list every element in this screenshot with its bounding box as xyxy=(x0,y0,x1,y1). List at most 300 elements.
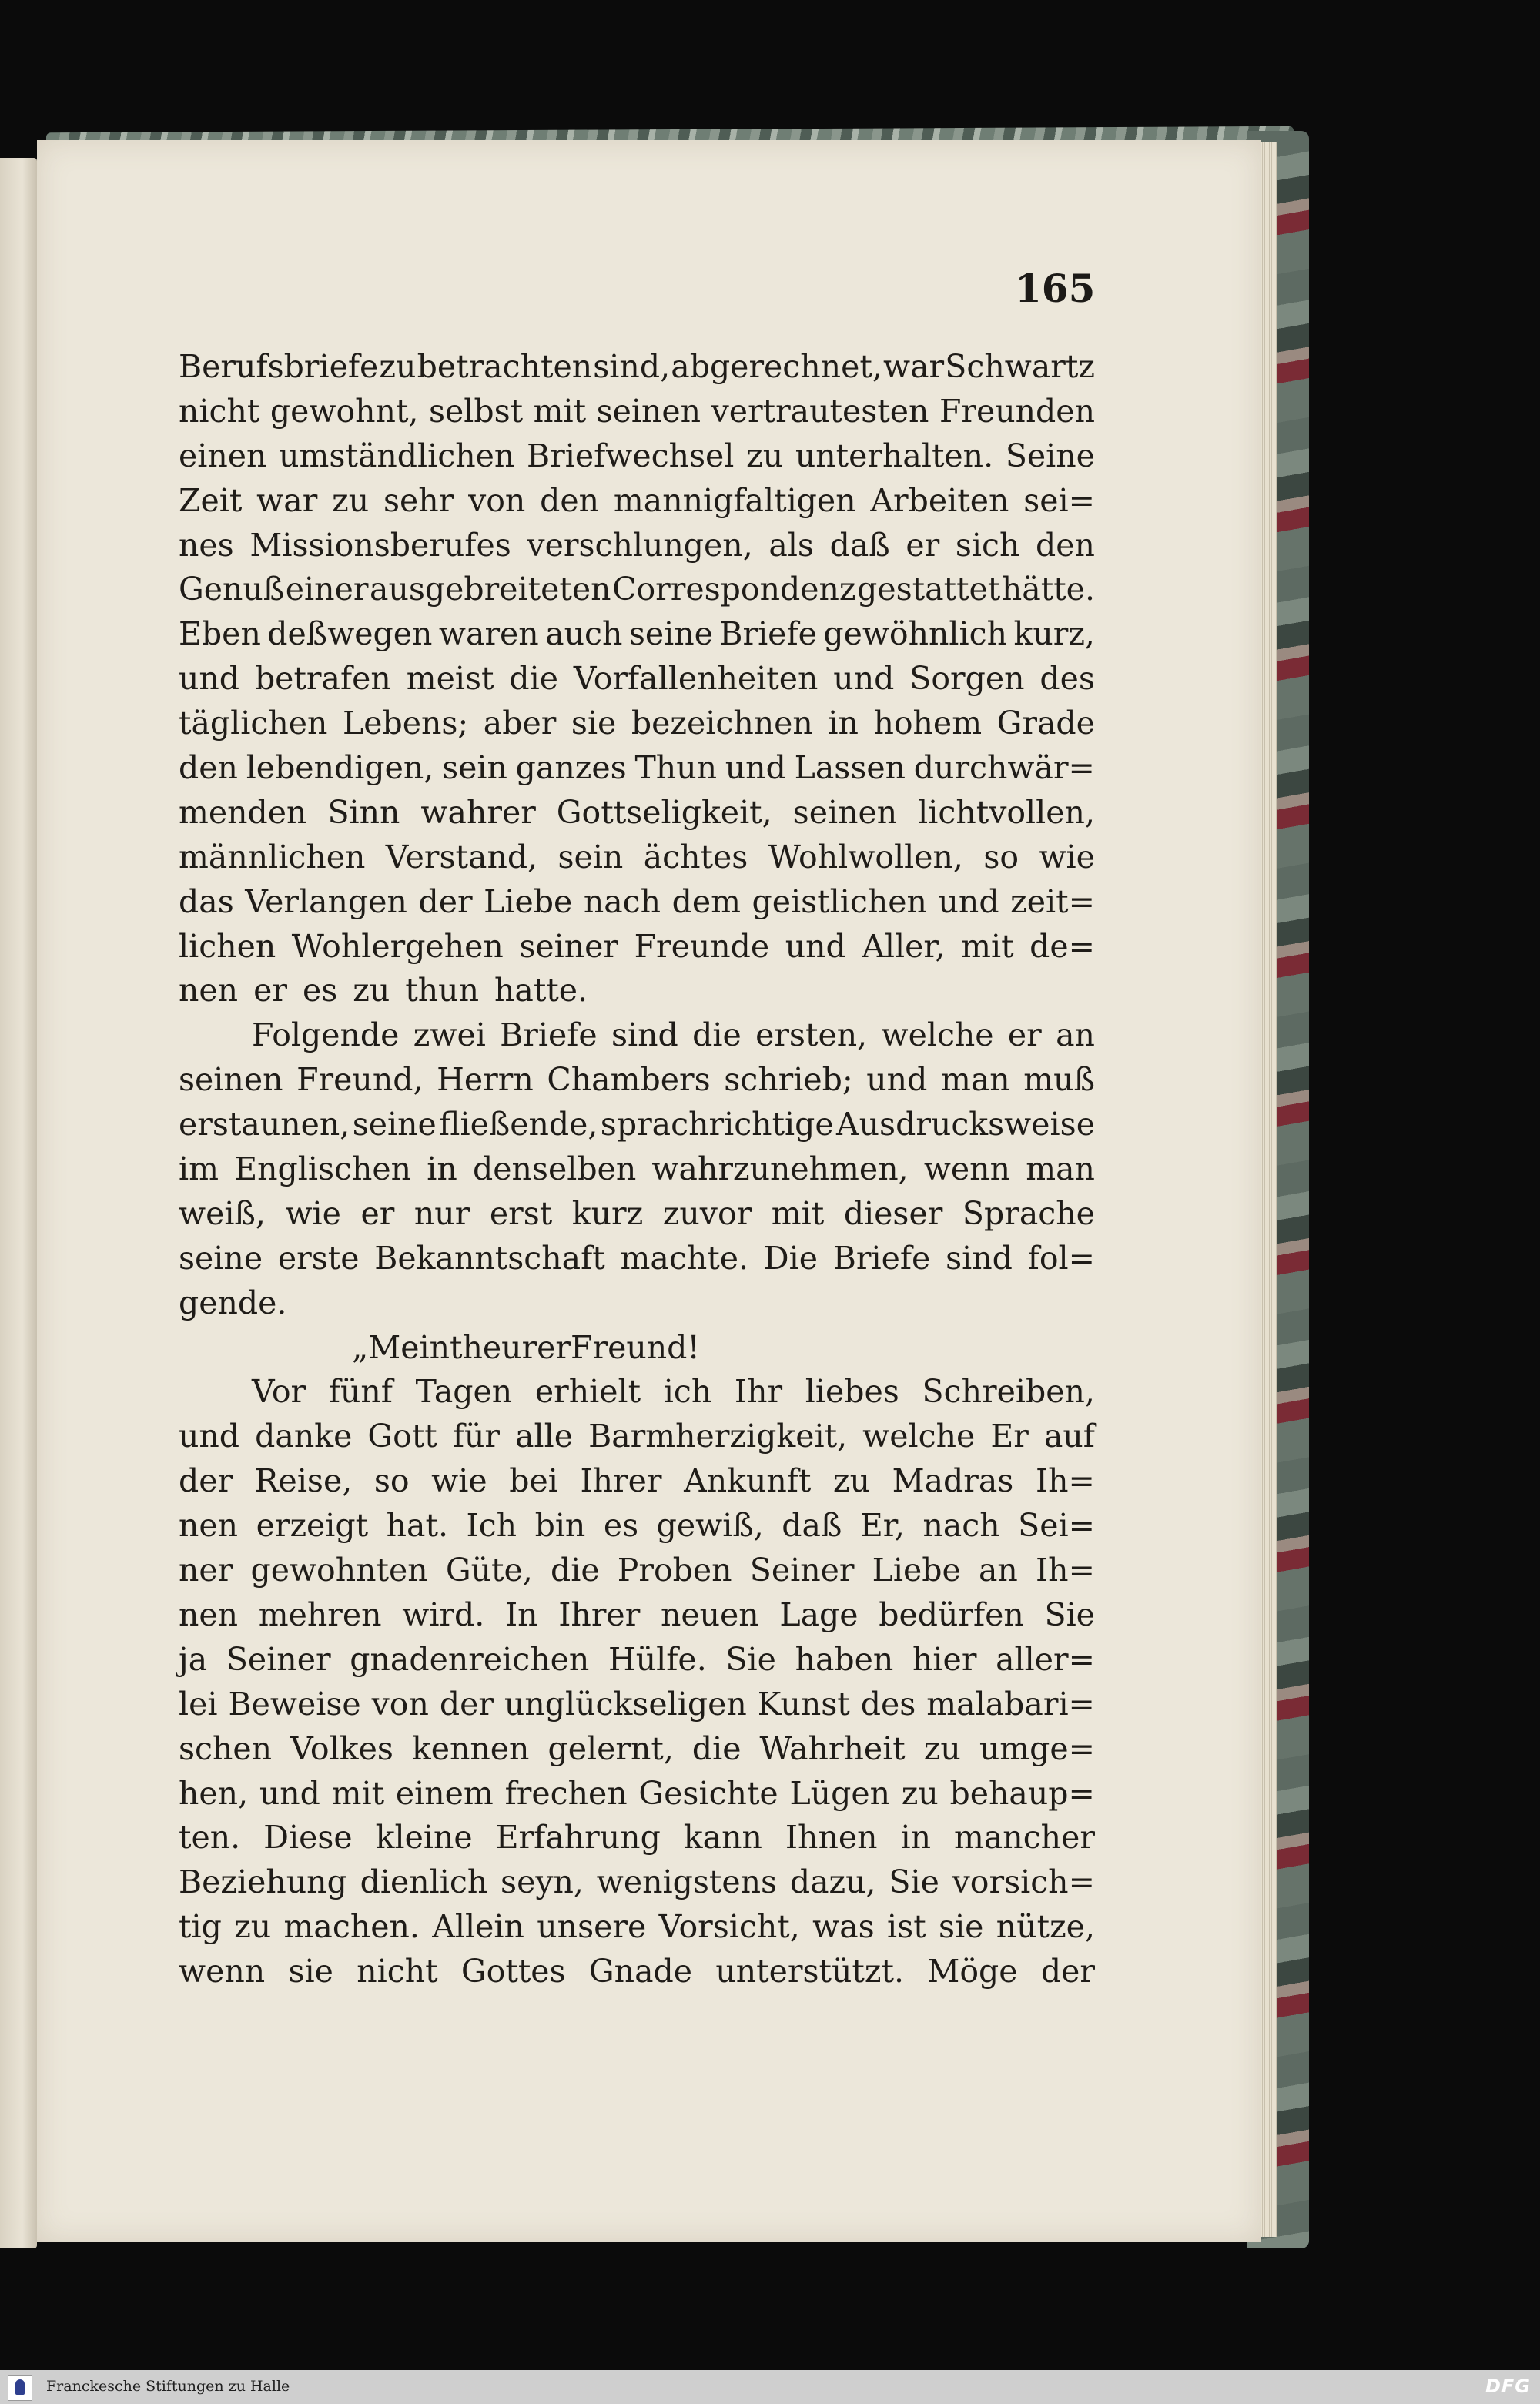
word: danke xyxy=(255,1418,353,1455)
word: Tagen xyxy=(415,1373,513,1411)
word: an xyxy=(978,1552,1018,1589)
text-line xyxy=(179,1638,1095,1682)
word: nicht xyxy=(357,1953,438,1990)
word: Ih= xyxy=(1035,1462,1095,1500)
word: das xyxy=(179,882,234,920)
word: war xyxy=(883,348,945,385)
word: haben xyxy=(795,1640,894,1678)
word: Seiner xyxy=(749,1552,855,1589)
word: wie xyxy=(285,1194,341,1232)
word: sein xyxy=(442,749,507,787)
word: Güte, xyxy=(445,1552,533,1589)
word: Berufsbriefe xyxy=(179,348,379,385)
word: den xyxy=(540,481,600,519)
word: erhielt xyxy=(534,1373,641,1411)
text-line xyxy=(179,701,1095,746)
word: Wohlwollen, xyxy=(768,838,963,876)
text-line xyxy=(179,1504,1095,1549)
word: sei= xyxy=(1023,481,1095,519)
word: ist xyxy=(887,1908,926,1946)
word: sehr xyxy=(383,481,454,519)
word: sie xyxy=(571,705,617,742)
word: alle xyxy=(515,1418,574,1455)
word: umge= xyxy=(979,1729,1095,1767)
word: der xyxy=(179,1462,233,1500)
word: mit xyxy=(771,1194,825,1232)
text-line xyxy=(179,1459,1095,1504)
word: tig xyxy=(179,1908,222,1946)
word: zu xyxy=(923,1729,961,1767)
word: wenn xyxy=(179,1953,266,1990)
dfg-logo: DFG xyxy=(1485,2376,1531,2397)
word: wie xyxy=(1039,838,1095,876)
word: unterstützt. xyxy=(715,1953,905,1990)
word: von xyxy=(371,1685,429,1723)
word: und xyxy=(179,660,240,698)
word: mit xyxy=(331,1774,385,1812)
word: Er xyxy=(990,1418,1029,1455)
word: die xyxy=(692,1016,742,1054)
word: ausgebreiteten xyxy=(370,571,611,608)
word: theurer xyxy=(450,1328,571,1366)
word: hat. xyxy=(386,1507,448,1545)
word: verschlungen, xyxy=(527,526,753,564)
word: lichtvollen, xyxy=(918,793,1095,831)
word: war xyxy=(256,481,318,519)
word: dienlich xyxy=(360,1863,488,1901)
word: erstaunen, xyxy=(179,1106,350,1143)
word: behaup= xyxy=(949,1774,1095,1812)
word: und xyxy=(259,1774,320,1812)
word: Verlangen xyxy=(245,882,407,920)
word: Lassen xyxy=(794,749,906,787)
word: gewohnt, xyxy=(270,392,419,430)
word: in xyxy=(427,1150,457,1188)
word: fünf xyxy=(328,1373,393,1411)
word: Sprache xyxy=(962,1194,1095,1232)
word: zuvor xyxy=(662,1194,752,1232)
word: zu xyxy=(332,481,370,519)
word: im xyxy=(179,1150,219,1188)
word: als xyxy=(768,526,814,564)
word: sind xyxy=(946,1239,1013,1277)
word: weiß, xyxy=(179,1194,266,1232)
text-line xyxy=(179,1905,1095,1950)
text-line xyxy=(179,612,1095,657)
text-line xyxy=(179,1772,1095,1816)
word: ten. xyxy=(179,1819,241,1857)
word: thun xyxy=(405,972,479,1009)
word: hier xyxy=(912,1640,977,1678)
word: Liebe xyxy=(872,1552,961,1589)
body-text xyxy=(179,345,1095,1994)
word: Chambers xyxy=(547,1061,711,1099)
word: die xyxy=(550,1552,600,1589)
word: Vorfallenheiten xyxy=(573,660,819,698)
word: und xyxy=(866,1061,928,1099)
word: gewiß, xyxy=(656,1507,764,1545)
word: Er, xyxy=(859,1507,905,1545)
word: seine xyxy=(179,1239,263,1277)
word: Sie xyxy=(889,1863,939,1901)
word: an xyxy=(1056,1016,1095,1054)
word: machte. xyxy=(620,1239,748,1277)
word: Sei= xyxy=(1018,1507,1095,1545)
word: und xyxy=(785,927,846,965)
word: unglückseligen xyxy=(504,1685,747,1723)
word: wie xyxy=(431,1462,487,1500)
word: die xyxy=(509,660,558,698)
word: auf xyxy=(1043,1418,1095,1455)
word: schrieb; xyxy=(724,1061,853,1099)
word: gnadenreichen xyxy=(350,1640,590,1678)
word: „Mein xyxy=(352,1328,450,1366)
word: nen xyxy=(179,1507,239,1545)
word: Allein xyxy=(432,1908,524,1946)
text-line xyxy=(179,835,1095,880)
word: Freunden xyxy=(939,392,1095,430)
word: kurz xyxy=(571,1194,644,1232)
word: meist xyxy=(406,660,494,698)
word: abgerechnet, xyxy=(671,348,882,385)
word: sein xyxy=(557,838,624,876)
word: Bekanntschaft xyxy=(374,1239,605,1277)
word: gewöhnlich xyxy=(823,615,1008,653)
word: daß xyxy=(829,526,890,564)
word: einem xyxy=(395,1774,494,1812)
word: Gott xyxy=(367,1418,437,1455)
word: welche xyxy=(862,1418,976,1455)
word: mit xyxy=(961,927,1014,965)
word: Ihr xyxy=(734,1373,783,1411)
word: menden xyxy=(179,793,307,831)
word: Schreiben, xyxy=(922,1373,1095,1411)
text-line xyxy=(179,1370,1095,1415)
word: den xyxy=(1036,526,1095,564)
word: hen, xyxy=(179,1774,249,1812)
text-line xyxy=(179,791,1095,835)
word: Folgende xyxy=(252,1016,400,1054)
word: Gesichte xyxy=(638,1774,778,1812)
word: der xyxy=(439,1685,494,1723)
word: dazu, xyxy=(789,1863,876,1901)
word: mannigfaltigen xyxy=(613,481,856,519)
word: so xyxy=(983,838,1019,876)
word: hohem xyxy=(873,705,983,742)
word: seinen xyxy=(596,392,701,430)
text-line xyxy=(179,746,1095,791)
word: liebes xyxy=(805,1373,899,1411)
word: denselben xyxy=(472,1150,637,1188)
text-line xyxy=(179,969,1095,1013)
word: selbst xyxy=(428,392,524,430)
word: er xyxy=(253,972,287,1009)
word: und xyxy=(179,1418,240,1455)
word: wenn xyxy=(923,1150,1010,1188)
word: zu xyxy=(833,1462,871,1500)
word: vorsich= xyxy=(952,1863,1095,1901)
word: Ih= xyxy=(1035,1552,1095,1589)
word: Briefe xyxy=(719,615,817,653)
word: betrachten xyxy=(417,348,593,385)
text-line xyxy=(179,1549,1095,1593)
word: waren xyxy=(438,615,539,653)
word: den xyxy=(179,749,238,787)
word: bei xyxy=(509,1462,558,1500)
word: man xyxy=(1026,1150,1095,1188)
page-number: 165 xyxy=(1015,266,1096,311)
word: nütze, xyxy=(996,1908,1095,1946)
letter-salutation xyxy=(179,1326,1095,1371)
text-line xyxy=(179,479,1095,524)
word: de= xyxy=(1029,927,1095,965)
word: Möge xyxy=(927,1953,1018,1990)
word: es xyxy=(302,972,338,1009)
word: seinen xyxy=(792,793,898,831)
word: einen xyxy=(179,437,267,474)
word: er xyxy=(906,526,940,564)
word: frechen xyxy=(504,1774,628,1812)
word: durchwär= xyxy=(913,749,1095,787)
word: gestattet xyxy=(857,571,1001,608)
word: erzeigt xyxy=(256,1507,369,1545)
word: ja xyxy=(179,1640,208,1678)
text-line xyxy=(179,1816,1095,1860)
word: Ich xyxy=(466,1507,517,1545)
word: sprachrichtige xyxy=(600,1106,834,1143)
word: Liebe xyxy=(484,882,573,920)
word: Missionsberufes xyxy=(249,526,511,564)
text-line xyxy=(179,1682,1095,1727)
word: Ausdrucksweise xyxy=(836,1106,1095,1143)
word: ich xyxy=(663,1373,712,1411)
word: umständlichen xyxy=(279,437,515,474)
word: hätte. xyxy=(1001,571,1095,608)
text-line xyxy=(179,1192,1095,1237)
word: Freunde xyxy=(634,927,770,965)
word: Reise, xyxy=(254,1462,353,1500)
word: kleine xyxy=(375,1819,473,1857)
word: was xyxy=(812,1908,875,1946)
word: nen xyxy=(179,1595,239,1633)
word: die xyxy=(691,1729,742,1767)
text-line xyxy=(179,880,1095,925)
word: erste xyxy=(277,1239,360,1277)
text-line xyxy=(179,1593,1095,1638)
word: neuen xyxy=(660,1595,759,1633)
word: gende. xyxy=(179,1284,287,1321)
word: wahrer xyxy=(420,793,536,831)
word: seinen xyxy=(179,1061,283,1099)
left-page-edge xyxy=(0,158,37,2248)
word: es xyxy=(603,1507,639,1545)
word: seiner xyxy=(519,927,619,965)
word: für xyxy=(452,1418,500,1455)
word: Sorgen xyxy=(909,660,1025,698)
word: Beweise xyxy=(228,1685,361,1723)
word: Lage xyxy=(779,1595,859,1633)
word: Englischen xyxy=(234,1150,412,1188)
word: deßwegen xyxy=(267,615,433,653)
word: seyn, xyxy=(500,1863,584,1901)
word: aber xyxy=(483,705,557,742)
word: Correspondenz xyxy=(612,571,856,608)
word: Briefwechsel xyxy=(527,437,735,474)
word: seine xyxy=(628,615,713,653)
word: Wohlergehen xyxy=(291,927,504,965)
word: zu xyxy=(353,972,390,1009)
word: ner xyxy=(179,1552,233,1589)
word: mehren xyxy=(258,1595,382,1633)
text-line xyxy=(179,1013,1095,1058)
word: so xyxy=(373,1462,410,1500)
footer-bar xyxy=(0,2370,1540,2404)
word: schen xyxy=(179,1729,273,1767)
text-line xyxy=(179,657,1095,701)
word: unterhalten. xyxy=(795,437,994,474)
word: sie xyxy=(939,1908,984,1946)
word: sich xyxy=(955,526,1020,564)
word: Eben xyxy=(179,615,261,653)
word: und xyxy=(725,749,786,787)
word: zeit= xyxy=(1010,882,1095,920)
text-line xyxy=(179,568,1095,612)
word: kennen xyxy=(411,1729,530,1767)
word: lei xyxy=(179,1685,218,1723)
text-line xyxy=(179,1281,1095,1326)
word: Erfahrung xyxy=(495,1819,661,1857)
word: gewohnten xyxy=(250,1552,428,1589)
word: er xyxy=(360,1194,395,1232)
word: seine xyxy=(352,1106,437,1143)
word: sie xyxy=(288,1953,333,1990)
word: Wahrheit xyxy=(759,1729,906,1767)
word: machen. xyxy=(283,1908,420,1946)
text-line xyxy=(179,1415,1095,1459)
word: in xyxy=(900,1819,932,1857)
word: und xyxy=(833,660,895,698)
word: in xyxy=(828,705,859,742)
word: nach xyxy=(583,882,661,920)
word: In xyxy=(504,1595,538,1633)
text-line xyxy=(179,390,1095,434)
word: zu xyxy=(234,1908,272,1946)
word: männlichen xyxy=(179,838,366,876)
word: bedürfen xyxy=(879,1595,1024,1633)
institution-logo-icon xyxy=(8,2375,32,2401)
word: nach xyxy=(922,1507,1000,1545)
word: täglichen xyxy=(179,705,328,742)
word: Briefe xyxy=(832,1239,931,1277)
word: Ihnen xyxy=(785,1819,878,1857)
word: sind, xyxy=(593,348,671,385)
word: Arbeiten xyxy=(870,481,1009,519)
text-line xyxy=(179,524,1095,568)
word: aller= xyxy=(996,1640,1095,1678)
word: des xyxy=(860,1685,916,1723)
word: Thun xyxy=(634,749,718,787)
word: nen xyxy=(179,972,239,1009)
word: ersten, xyxy=(755,1016,868,1054)
word: Sie xyxy=(725,1640,776,1678)
word: Barmherzigkeit, xyxy=(588,1418,848,1455)
word: betrafen xyxy=(254,660,391,698)
word: auch xyxy=(545,615,623,653)
word: lichen xyxy=(179,927,276,965)
word: Gottes xyxy=(460,1953,566,1990)
word: Vor xyxy=(252,1373,306,1411)
word: malabari= xyxy=(926,1685,1095,1723)
word: einer xyxy=(285,571,369,608)
text-line xyxy=(179,925,1095,969)
word: ganzes xyxy=(515,749,627,787)
word: Ankunft xyxy=(684,1462,812,1500)
word: zwei xyxy=(413,1016,486,1054)
word: kann xyxy=(683,1819,762,1857)
text-line xyxy=(179,1237,1095,1281)
footer-institution: Franckesche Stiftungen zu Halle xyxy=(46,2378,290,2395)
word: Volkes xyxy=(290,1729,393,1767)
word: sind xyxy=(611,1016,678,1054)
word: fließende, xyxy=(439,1106,598,1143)
word: erst xyxy=(489,1194,553,1232)
word: muß xyxy=(1023,1061,1095,1099)
word: zu xyxy=(379,348,417,385)
word: mancher xyxy=(953,1819,1095,1857)
word: Herrn xyxy=(437,1061,534,1099)
word: Sie xyxy=(1044,1595,1095,1633)
word: fol= xyxy=(1027,1239,1095,1277)
word: von xyxy=(468,481,526,519)
word: ächtes xyxy=(643,838,748,876)
word: lebendigen, xyxy=(246,749,434,787)
word: nes xyxy=(179,526,234,564)
text-line xyxy=(179,1950,1095,1994)
word: Ihrer xyxy=(580,1462,662,1500)
word: Ihrer xyxy=(558,1595,641,1633)
word: hatte. xyxy=(494,972,588,1009)
word: Beziehung xyxy=(179,1863,347,1901)
word: Freund! xyxy=(571,1328,700,1366)
word: Hülfe. xyxy=(608,1640,707,1678)
word: Zeit xyxy=(179,481,243,519)
word: und xyxy=(938,882,999,920)
word: Proben xyxy=(617,1552,732,1589)
word: vertrautesten xyxy=(711,392,929,430)
word: Sinn xyxy=(327,793,400,831)
word: Madras xyxy=(892,1462,1014,1500)
word: gelernt, xyxy=(547,1729,674,1767)
word: nur xyxy=(413,1194,470,1232)
word: Diese xyxy=(263,1819,353,1857)
word: Gnade xyxy=(588,1953,693,1990)
word: Briefe xyxy=(500,1016,598,1054)
word: zu xyxy=(746,437,784,474)
word: Seine xyxy=(1005,437,1095,474)
word: Gottseligkeit, xyxy=(556,793,772,831)
word: Vorsicht, xyxy=(658,1908,800,1946)
word: Kunst xyxy=(757,1685,850,1723)
word: unsere xyxy=(537,1908,647,1946)
word: wenigstens xyxy=(596,1863,778,1901)
word: Die xyxy=(763,1239,819,1277)
word: Genuß xyxy=(179,571,285,608)
word: Verstand, xyxy=(385,838,538,876)
text-line xyxy=(179,1103,1095,1147)
word: dieser xyxy=(843,1194,943,1232)
word: wahrzunehmen, xyxy=(651,1150,909,1188)
word: der xyxy=(1040,1953,1095,1990)
